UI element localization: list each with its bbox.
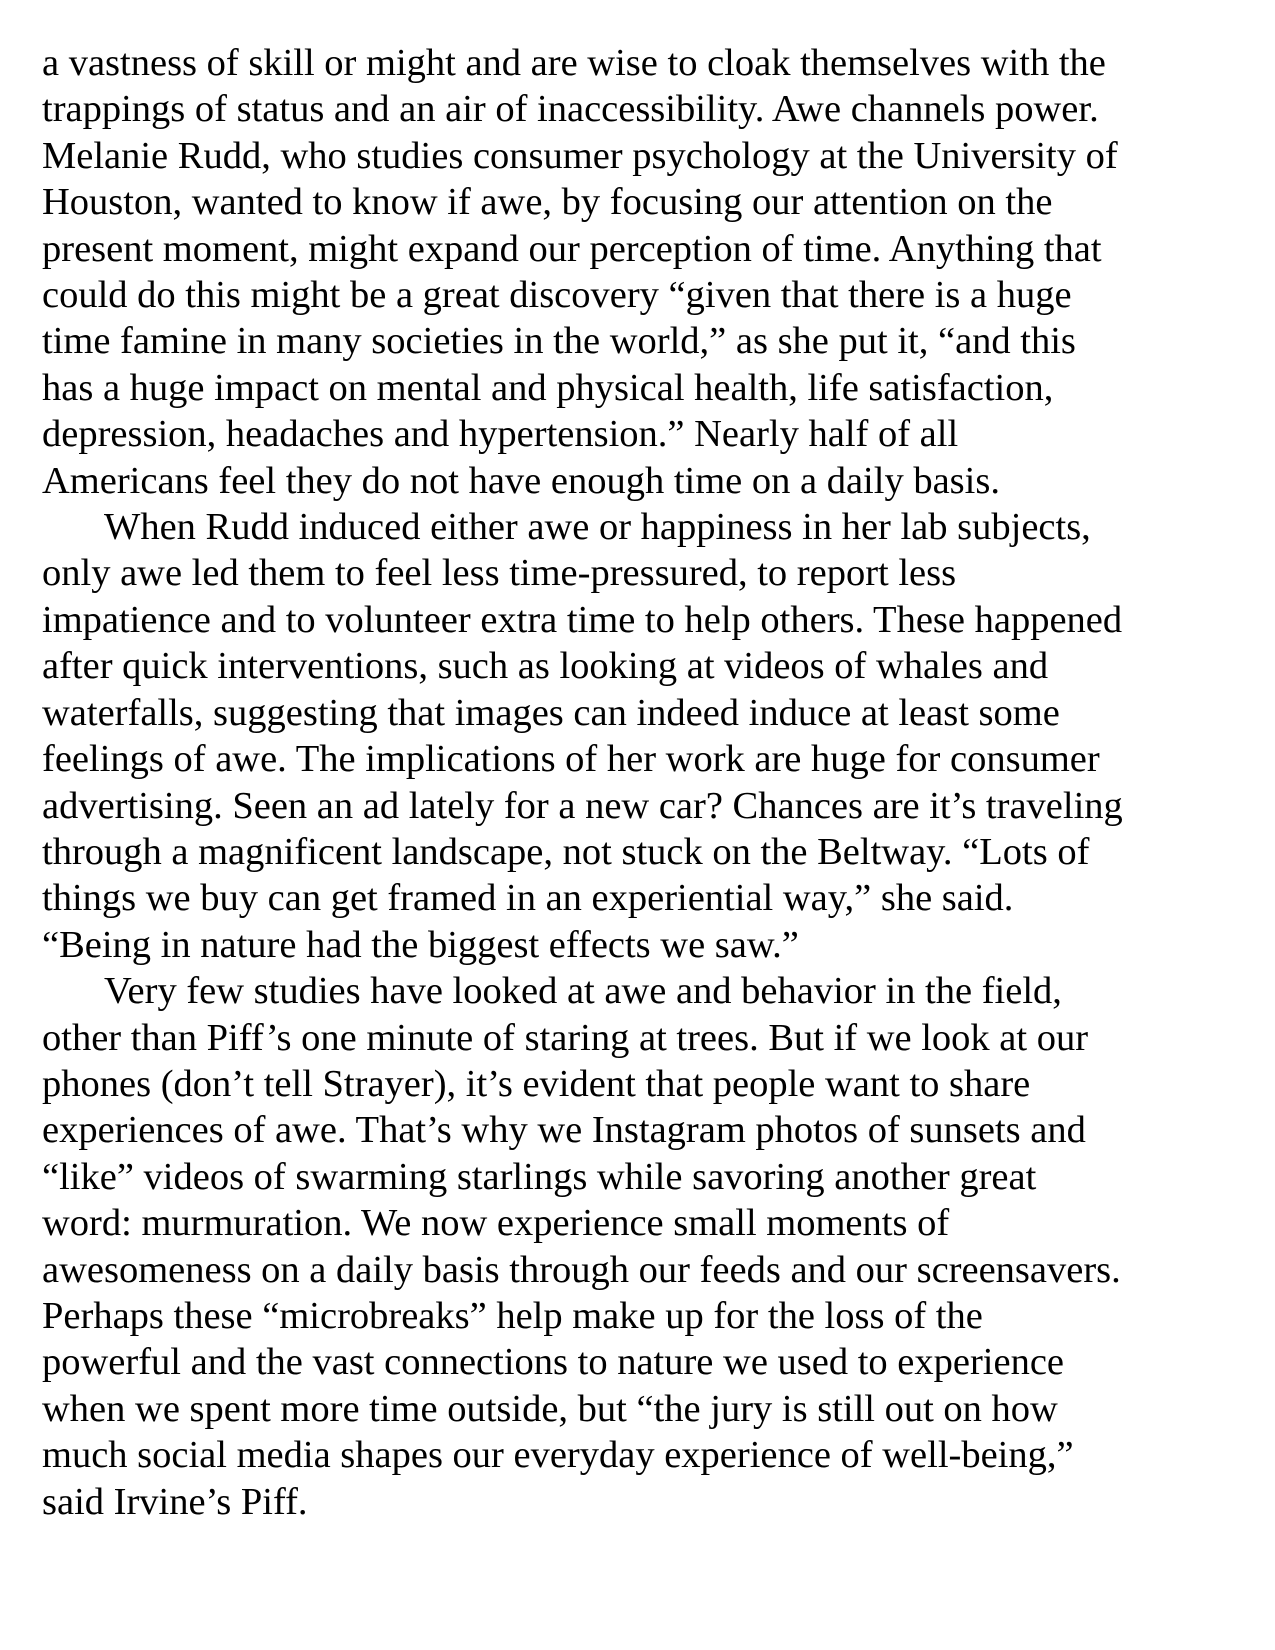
text-line: after quick interventions, such as looking at videos of whales and [42, 645, 1049, 688]
paragraph-1 [42, 40, 1242, 504]
text-line: time famine in many societies in the world,” as she put it, “and this [42, 320, 1076, 363]
paragraph-2 [42, 504, 1242, 968]
text-line: depression, headaches and hypertension.” Nearly half of all [42, 413, 959, 456]
text-line-first: When Rudd induced either awe or happiness in her lab subjects, [104, 506, 1091, 549]
text-line: only awe led them to feel less time-pressured, to report less [42, 552, 957, 595]
text-line: awesomeness on a daily basis through our feeds and our screensavers. [42, 1248, 1121, 1291]
text-line: through a magnificent landscape, not stuck on the Beltway. “Lots of [42, 830, 1090, 873]
text-line: word: murmuration. We now experience small moments of [42, 1202, 950, 1245]
document-page [42, 40, 1242, 1525]
text-line: Perhaps these “microbreaks” help make up for the loss of the [42, 1294, 983, 1337]
text-line: when we spent more time outside, but “the jury is still out on how [42, 1387, 1058, 1430]
text-line: present moment, might expand our perception of time. Anything that [42, 227, 1102, 270]
text-line: Houston, wanted to know if awe, by focusing our attention on the [42, 181, 1053, 224]
text-line: Melanie Rudd, who studies consumer psychology at the University of [42, 134, 1118, 177]
text-line: said Irvine’s Piff. [42, 1480, 308, 1523]
text-line: advertising. Seen an ad lately for a new car? Chances are it’s traveling [42, 784, 1123, 827]
text-line: much social media shapes our everyday experience of well-being,” [42, 1434, 1074, 1477]
text-line: other than Piff’s one minute of staring at trees. But if we look at our [42, 1016, 1089, 1059]
text-line: trappings of status and an air of inaccessibility. Awe channels power. [42, 88, 1099, 131]
text-line: powerful and the vast connections to nature we used to experience [42, 1341, 1065, 1384]
text-line: a vastness of skill or might and are wise to cloak themselves with the [42, 42, 1106, 84]
text-line: feelings of awe. The implications of her work are huge for consumer [42, 738, 1100, 781]
paragraph-3 [42, 968, 1242, 1525]
text-line: “Being in nature had the biggest effects we saw.” [42, 923, 799, 966]
text-line: waterfalls, suggesting that images can indeed induce at least some [42, 691, 1060, 734]
text-line: “like” videos of swarming starlings while savoring another great [42, 1155, 1037, 1198]
text-line-first: Very few studies have looked at awe and behavior in the field, [104, 970, 1062, 1013]
text-line: experiences of awe. That’s why we Instagram photos of sunsets and [42, 1109, 1086, 1152]
text-line: phones (don’t tell Strayer), it’s evident that people want to share [42, 1062, 1031, 1105]
text-line: Americans feel they do not have enough time on a daily basis. [42, 459, 1000, 502]
text-line: has a huge impact on mental and physical health, life satisfaction, [42, 366, 1054, 409]
text-line: things we buy can get framed in an experiential way,” she said. [42, 877, 1014, 920]
text-line: could do this might be a great discovery “given that there is a huge [42, 274, 1072, 317]
text-line: impatience and to volunteer extra time to help others. These happened [42, 598, 1123, 641]
